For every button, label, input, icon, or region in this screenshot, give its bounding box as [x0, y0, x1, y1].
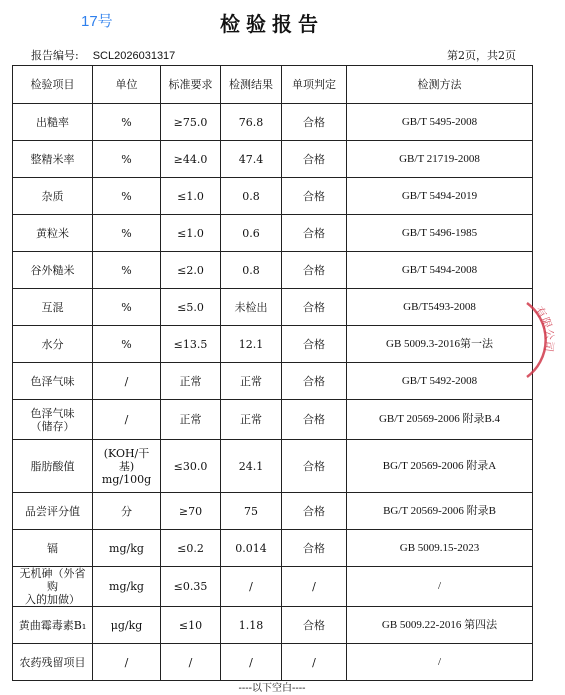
- cell-verdict: 合格: [282, 607, 347, 644]
- cell-method: BG/T 20569-2006 附录A: [347, 440, 533, 493]
- svg-text:有限公司: 有限公司: [532, 304, 556, 353]
- cell-standard: ≤5.0: [161, 289, 221, 326]
- cell-unit: /: [93, 400, 161, 440]
- cell-item: 水分: [13, 326, 93, 363]
- cell-result: /: [221, 644, 282, 681]
- cell-item: 互混: [13, 289, 93, 326]
- cell-unit: %: [93, 215, 161, 252]
- column-header-verdict: 单项判定: [282, 66, 347, 104]
- company-seal: [505, 295, 565, 385]
- cell-method: GB 5009.3-2016第一法: [347, 326, 533, 363]
- cell-result: 0.8: [221, 252, 282, 289]
- cell-method: BG/T 20569-2006 附录B: [347, 493, 533, 530]
- report-title: 检验报告: [220, 12, 324, 36]
- cell-verdict: 合格: [282, 289, 347, 326]
- table-row: [13, 440, 533, 493]
- table-row: [13, 644, 533, 681]
- cell-verdict: /: [282, 644, 347, 681]
- cell-result: 76.8: [221, 104, 282, 141]
- cell-verdict: 合格: [282, 141, 347, 178]
- cell-result: 正常: [221, 363, 282, 400]
- cell-standard: ≤30.0: [161, 440, 221, 493]
- cell-unit: μg/kg: [93, 607, 161, 644]
- cell-standard: ≤0.2: [161, 530, 221, 567]
- cell-standard: 正常: [161, 363, 221, 400]
- cell-unit: mg/kg: [93, 530, 161, 567]
- cell-standard: ≤10: [161, 607, 221, 644]
- cell-result: 正常: [221, 400, 282, 440]
- cell-method: GB/T 5492-2008: [347, 363, 533, 400]
- cell-unit: (KOH/干 基) mg/100g: [93, 440, 161, 493]
- cell-method: GB/T 5495-2008: [347, 104, 533, 141]
- cell-result: 1.18: [221, 607, 282, 644]
- column-header-method: 检测方法: [347, 66, 533, 104]
- table-row: [13, 607, 533, 644]
- cell-item: 镉: [13, 530, 93, 567]
- cell-item: 出糙率: [13, 104, 93, 141]
- results-table: [12, 65, 533, 681]
- cell-unit: /: [93, 644, 161, 681]
- cell-item: 无机砷（外省购 入的加做）: [13, 567, 93, 607]
- cell-verdict: 合格: [282, 326, 347, 363]
- cell-verdict: 合格: [282, 215, 347, 252]
- cell-unit: %: [93, 252, 161, 289]
- cell-method: GB/T 5494-2008: [347, 252, 533, 289]
- cell-result: 24.1: [221, 440, 282, 493]
- cell-method: /: [347, 567, 533, 607]
- cell-standard: ≥70: [161, 493, 221, 530]
- cell-result: 0.8: [221, 178, 282, 215]
- report-number-value: SCL2026031317: [92, 50, 176, 62]
- cell-standard: ≤0.35: [161, 567, 221, 607]
- cell-item: 黄曲霉毒素B₁: [13, 607, 93, 644]
- cell-method: GB/T5493-2008: [347, 289, 533, 326]
- cell-result: 12.1: [221, 326, 282, 363]
- cell-standard: ≤13.5: [161, 326, 221, 363]
- cell-verdict: 合格: [282, 400, 347, 440]
- cell-verdict: 合格: [282, 104, 347, 141]
- table-row: [13, 141, 533, 178]
- cell-standard: ≤1.0: [161, 215, 221, 252]
- cell-standard: /: [161, 644, 221, 681]
- cell-standard: ≥75.0: [161, 104, 221, 141]
- cell-method: GB/T 5496-1985: [347, 215, 533, 252]
- cell-unit: 分: [93, 493, 161, 530]
- cell-method: /: [347, 644, 533, 681]
- table-row: [13, 215, 533, 252]
- cell-method: GB/T 5494-2019: [347, 178, 533, 215]
- cell-verdict: 合格: [282, 440, 347, 493]
- sample-tag: 17号: [81, 13, 113, 30]
- column-header-standard: 标准要求: [161, 66, 221, 104]
- cell-result: 47.4: [221, 141, 282, 178]
- cell-unit: %: [93, 178, 161, 215]
- table-row: [13, 493, 533, 530]
- table-row: [13, 289, 533, 326]
- table-row: [13, 363, 533, 400]
- cell-item: 黄粒米: [13, 215, 93, 252]
- column-header-item: 检验项目: [13, 66, 93, 104]
- cell-standard: 正常: [161, 400, 221, 440]
- cell-item: 色泽气味 （储存）: [13, 400, 93, 440]
- table-header-row: [13, 66, 533, 104]
- cell-item: 脂肪酸值: [13, 440, 93, 493]
- table-row: [13, 326, 533, 363]
- cell-item: 谷外糙米: [13, 252, 93, 289]
- cell-item: 农药残留项目: [13, 644, 93, 681]
- cell-unit: %: [93, 141, 161, 178]
- cell-verdict: 合格: [282, 363, 347, 400]
- cell-result: /: [221, 567, 282, 607]
- table-row: [13, 567, 533, 607]
- cell-result: 0.6: [221, 215, 282, 252]
- cell-standard: ≥44.0: [161, 141, 221, 178]
- cell-item: 整精米率: [13, 141, 93, 178]
- cell-verdict: 合格: [282, 493, 347, 530]
- report-number-label: 报告编号:: [31, 49, 79, 62]
- cell-unit: %: [93, 326, 161, 363]
- cell-verdict: 合格: [282, 252, 347, 289]
- cell-result: 0.014: [221, 530, 282, 567]
- table-row: [13, 400, 533, 440]
- report-number: [31, 47, 175, 63]
- cell-result: 75: [221, 493, 282, 530]
- table-row: [13, 252, 533, 289]
- cell-verdict: 合格: [282, 178, 347, 215]
- cell-method: GB/T 21719-2008: [347, 141, 533, 178]
- column-header-unit: 单位: [93, 66, 161, 104]
- table-row: [13, 530, 533, 567]
- cell-item: 品尝评分值: [13, 493, 93, 530]
- table-row: [13, 178, 533, 215]
- cell-method: GB 5009.22-2016 第四法: [347, 607, 533, 644]
- cell-item: 色泽气味: [13, 363, 93, 400]
- cell-unit: %: [93, 104, 161, 141]
- table-row: [13, 104, 533, 141]
- blank-below-note: ----以下空白----: [238, 683, 306, 694]
- cell-verdict: /: [282, 567, 347, 607]
- cell-verdict: 合格: [282, 530, 347, 567]
- cell-standard: ≤1.0: [161, 178, 221, 215]
- cell-unit: %: [93, 289, 161, 326]
- column-header-result: 检测结果: [221, 66, 282, 104]
- cell-result: 未检出: [221, 289, 282, 326]
- cell-unit: /: [93, 363, 161, 400]
- cell-method: GB 5009.15-2023: [347, 530, 533, 567]
- cell-standard: ≤2.0: [161, 252, 221, 289]
- cell-item: 杂质: [13, 178, 93, 215]
- cell-method: GB/T 20569-2006 附录B.4: [347, 400, 533, 440]
- cell-unit: mg/kg: [93, 567, 161, 607]
- page-indicator: 第2页，共2页: [447, 49, 516, 62]
